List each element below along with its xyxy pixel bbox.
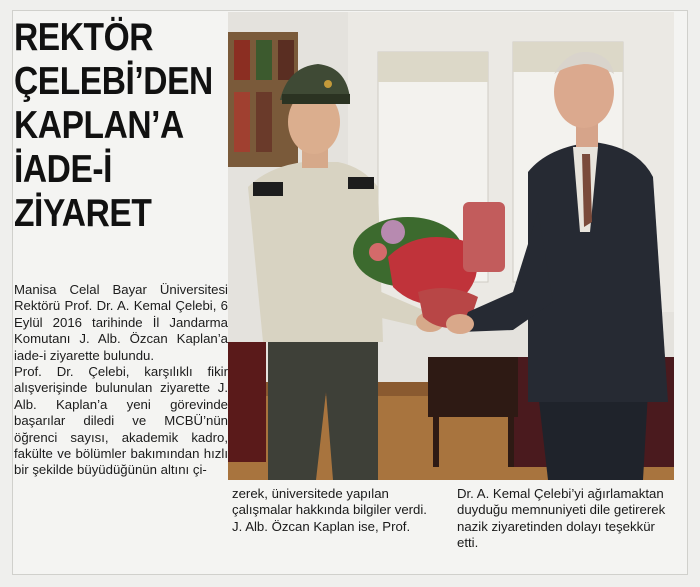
paragraph-col2-a: zerek, üniversitede yapılan çalışmalar hakkında bilgiler verdi. bbox=[232, 486, 427, 518]
paragraph-col3: Dr. A. Kemal Çelebi’yi ağırlamaktan duyduğu memnuniyeti dile getirerek nazik ziyaretinden dolayı teşekkür etti. bbox=[457, 486, 666, 551]
photo-officers-handshake-icon bbox=[228, 12, 674, 480]
article-column-2 bbox=[232, 486, 443, 556]
news-photo bbox=[228, 12, 674, 480]
headline-line-1: REKTÖR bbox=[14, 16, 154, 59]
headline-line-4: İADE-İ bbox=[14, 148, 113, 191]
headline-line-3: KAPLAN’A bbox=[14, 104, 184, 147]
headline-line-2: ÇELEBİ’DEN bbox=[14, 60, 213, 103]
paragraph-intro: Manisa Celal Bayar Üniversitesi Rektörü Prof. Dr. A. Kemal Çelebi, 6 Eylül 2016 tarihinde İl Jandarma Komutanı J. Alb. Özcan Kaplan’a iade-i ziyarette bulundu. bbox=[14, 282, 228, 363]
article-column-left bbox=[14, 282, 228, 479]
paragraph-second: Prof. Dr. Çelebi, karşılıklı fikir alışverişinde bulunulan ziyarette J. Alb. Kaplan’a yeni görevinde başarılar diledi ve MCBÜ’nün öğrenci sayısı, akademik kadro, fakülte ve bölümler bakımından hızlı bir şekilde büyüdüğünün altını çi- bbox=[14, 364, 228, 478]
paragraph-col2-b: J. Alb. Özcan Kaplan ise, Prof. bbox=[232, 518, 411, 534]
headline bbox=[14, 16, 213, 236]
article-column-3 bbox=[457, 486, 668, 556]
headline-line-5: ZİYARET bbox=[14, 192, 152, 235]
article-bottom-columns bbox=[232, 486, 668, 556]
